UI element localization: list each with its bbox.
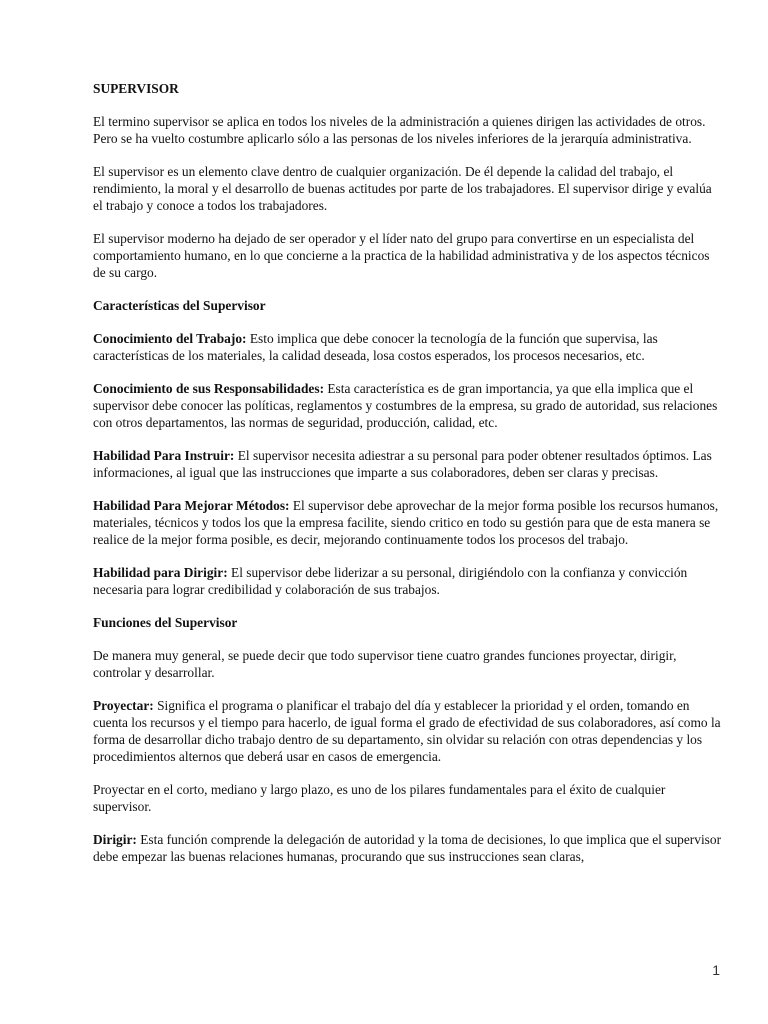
characteristic-text: El supervisor debe aprovechar de la mejor forma posible los recursos humanos, materiales, técnicos y todos los que la empresa facilite, siendo critico en todo su gestión para que de esta manera se realice de la mejor forma posible, es decir, mejorando continuamente todos los procesos del trabajo. — [93, 498, 719, 547]
intro-paragraph: El termino supervisor se aplica en todos los niveles de la administración a quienes dirigen las actividades de otros. Pero se ha vuelto costumbre aplicarlo sólo a las personas de los niveles inferiores de la jerarquía administrativa. — [93, 114, 706, 146]
intro-paragraph: El supervisor es un elemento clave dentro de cualquier organización. De él depende la calidad del trabajo, el rendimiento, la moral y el desarrollo de buenas actitudes por parte de los trabajadores. El supervisor dirige y evalúa el trabajo y conoce a todos los trabajadores. — [93, 164, 712, 213]
function-item-dirigir — [93, 831, 723, 865]
characteristic-item — [93, 564, 723, 598]
page-number: 1 — [712, 962, 720, 978]
characteristic-text: El supervisor necesita adiestrar a su personal para poder obtener resultados óptimos. Las informaciones, al igual que las instrucciones que imparte a sus colaboradores, deben ser claras y precisas. — [93, 448, 712, 480]
characteristic-term: Habilidad para Dirigir: — [93, 565, 228, 580]
characteristic-text: Esto implica que debe conocer la tecnología de la función que supervisa, las características de los materiales, la calidad deseada, losa costos esperados, los procesos necesarios, etc. — [93, 331, 658, 363]
function-text: Esta función comprende la delegación de autoridad y la toma de decisiones, lo que implica que el supervisor debe empezar las buenas relaciones humanas, procurando que sus instrucciones sean claras, — [93, 832, 722, 864]
characteristic-term: Habilidad Para Instruir: — [93, 448, 235, 463]
characteristic-term: Habilidad Para Mejorar Métodos: — [93, 498, 290, 513]
document-page — [93, 80, 723, 881]
characteristic-item — [93, 497, 723, 548]
proyectar-note: Proyectar en el corto, mediano y largo plazo, es uno de los pilares fundamentales para el éxito de cualquier supervisor. — [93, 782, 666, 814]
characteristics-heading: Características del Supervisor — [93, 298, 266, 313]
functions-intro: De manera muy general, se puede decir que todo supervisor tiene cuatro grandes funciones proyectar, dirigir, controlar y desarrollar. — [93, 648, 677, 680]
characteristic-item — [93, 447, 723, 481]
characteristic-item — [93, 380, 723, 431]
functions-heading: Funciones del Supervisor — [93, 615, 238, 630]
intro-paragraph: El supervisor moderno ha dejado de ser operador y el líder nato del grupo para convertirse en un especialista del comportamiento humano, en lo que concierne a la practica de la habilidad administrativa y de los aspectos técnicos de su cargo. — [93, 231, 710, 280]
characteristic-term: Conocimiento de sus Responsabilidades: — [93, 381, 325, 396]
characteristic-term: Conocimiento del Trabajo: — [93, 331, 247, 346]
function-text: Significa el programa o planificar el trabajo del día y establecer la prioridad y el orden, tomando en cuenta los recursos y el tiempo para hacerlo, de igual forma el grado de efectividad de sus colaboradores, así como la forma de desarrollar dicho trabajo dentro de su departamento, sin olvidar su relación con otras dependencias y los procedimientos alternos que deberá usar en casos de emergencia. — [93, 698, 721, 764]
characteristic-item — [93, 330, 723, 364]
characteristic-text: El supervisor debe liderizar a su personal, dirigiéndolo con la confianza y convicción necesaria para lograr credibilidad y colaboración de sus trabajos. — [93, 565, 688, 597]
document-title: SUPERVISOR — [93, 81, 179, 96]
function-term: Dirigir: — [93, 832, 137, 847]
characteristic-text: Esta característica es de gran importancia, ya que ella implica que el supervisor debe conocer las políticas, reglamentos y costumbres de la empresa, su grado de autoridad, sus relaciones con otros departamentos, las normas de seguridad, producción, calidad, etc. — [93, 381, 718, 430]
function-item-proyectar — [93, 697, 723, 765]
function-term: Proyectar: — [93, 698, 154, 713]
